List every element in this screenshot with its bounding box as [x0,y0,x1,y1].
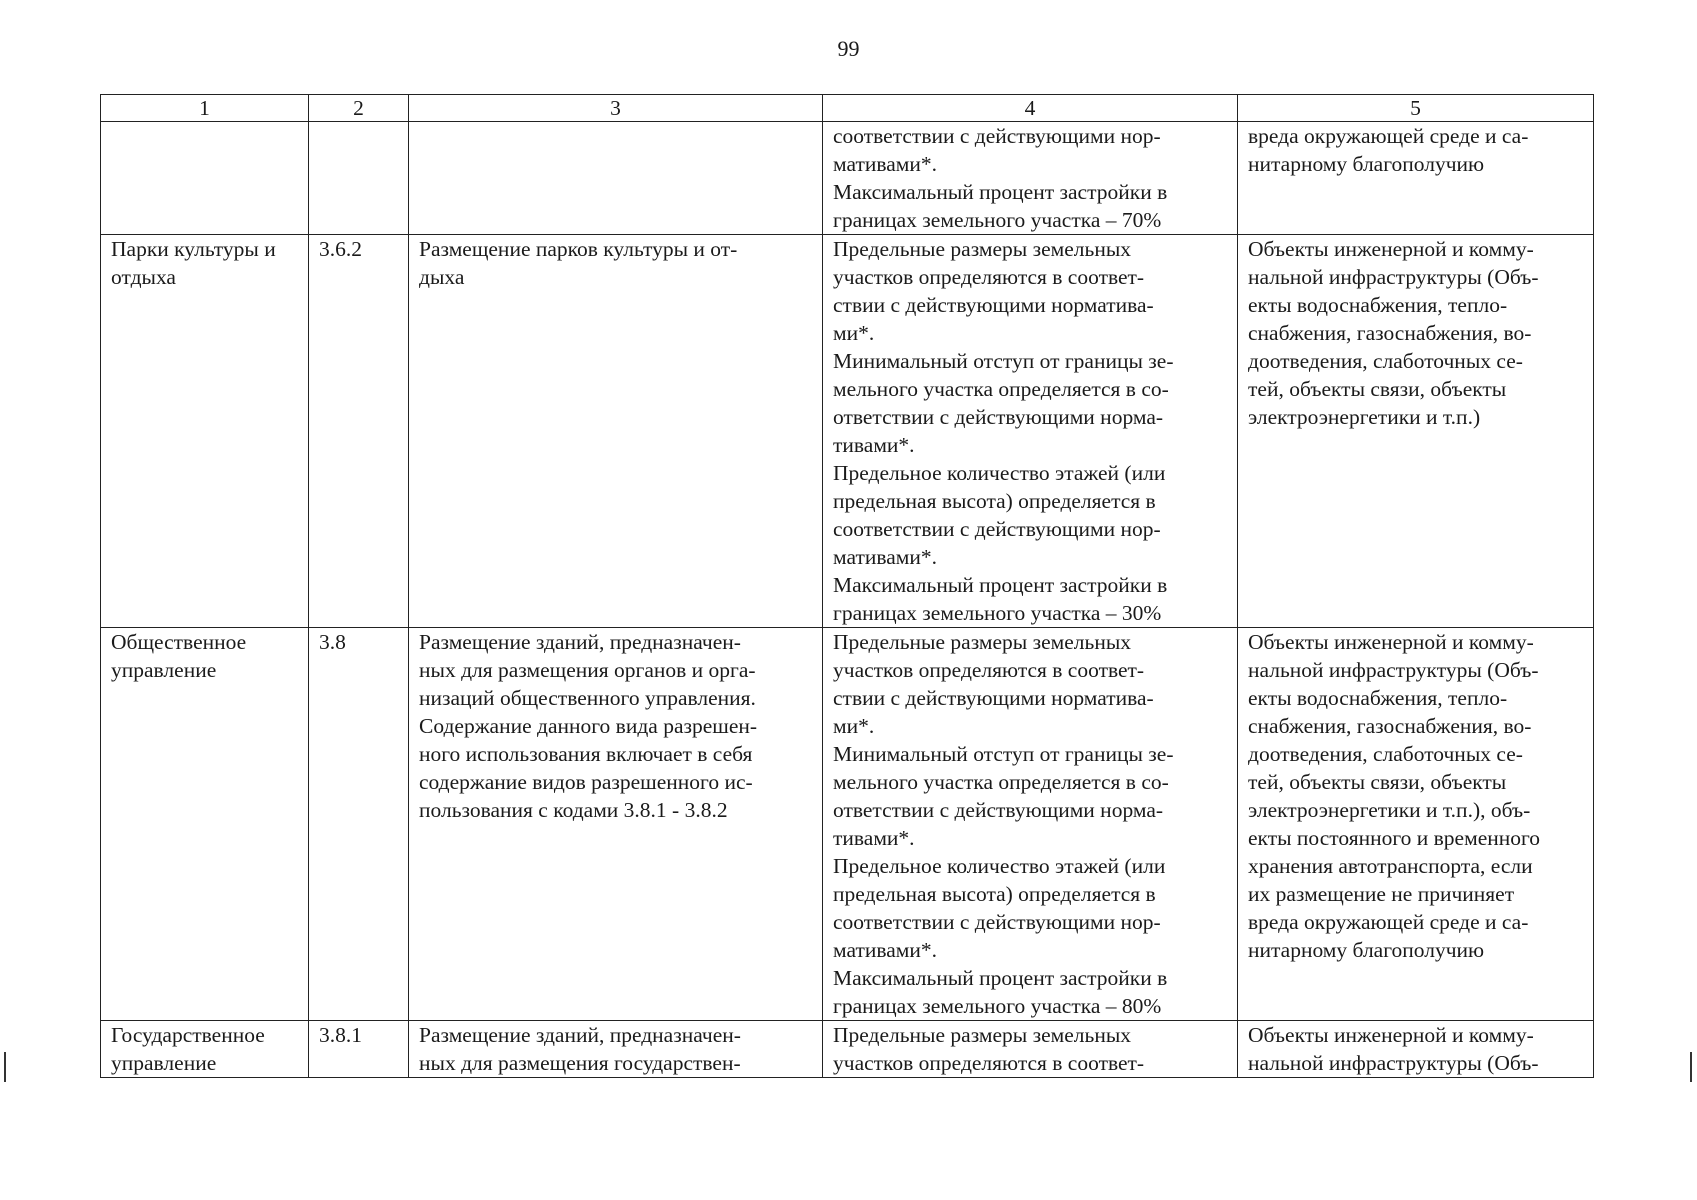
cell-text-line: управление [111,1051,217,1075]
cell-text-line: участков определяются в соответ- [833,658,1145,682]
cell-text-line: мативами*. [833,545,937,569]
header-cell-5: 5 [1238,95,1594,122]
table-cell-description [409,122,823,235]
cell-text-line: Предельное количество этажей (или [833,461,1166,485]
scan-edge-mark-left [4,1052,6,1082]
cell-text-line: вреда окружающей среде и са- [1248,910,1529,934]
cell-text-line: снабжения, газоснабжения, во- [1248,714,1532,738]
cell-text-line: Предельные размеры земельных [833,630,1132,654]
table-row [101,122,1594,235]
cell-text-line: Парки культуры и [111,237,276,261]
cell-text-line: электроэнергетики и т.п.) [1248,405,1481,429]
cell-text-line: Максимальный процент застройки в [833,966,1168,990]
cell-text-line: тей, объекты связи, объекты [1248,770,1507,794]
cell-text-line: Максимальный процент застройки в [833,180,1168,204]
cell-text-line: соответствии с действующими нор- [833,910,1161,934]
cell-text-line: Размещение зданий, предназначен- [419,630,741,654]
cell-text-line: мельного участка определяется в со- [833,377,1169,401]
cell-text-line: ответствии с действующими норма- [833,405,1164,429]
table-cell-land-use-name [101,1021,309,1078]
table-cell-parameters [823,628,1238,1021]
cell-text-line: соответствии с действующими нор- [833,124,1161,148]
cell-text-line: электроэнергетики и т.п.), объ- [1248,798,1531,822]
table-row [101,628,1594,1021]
header-row [101,95,1594,122]
table-cell-parameters [823,1021,1238,1078]
cell-text-line: ствии с действующими норматива- [833,686,1154,710]
header-cell-1: 1 [101,95,309,122]
cell-text-line: вреда окружающей среде и са- [1248,124,1529,148]
cell-text-line: доотведения, слаботочных се- [1248,349,1523,373]
cell-text-line: Минимальный отступ от границы зе- [833,349,1174,373]
cell-text-line: предельная высота) определяется в [833,882,1156,906]
cell-text-line: доотведения, слаботочных се- [1248,742,1523,766]
table-cell-parameters [823,235,1238,628]
table-row [101,235,1594,628]
cell-text-line: 3.8 [319,630,346,654]
cell-text-line: границах земельного участка – 70% [833,208,1162,232]
cell-text-line: ствии с действующими норматива- [833,293,1154,317]
cell-text-line: ответствии с действующими норма- [833,798,1164,822]
cell-text-line: ных для размещения государствен- [419,1051,741,1075]
cell-text-line: ми*. [833,321,875,345]
table-row [101,1021,1594,1078]
cell-text-line: Государственное [111,1023,265,1047]
table-cell-auxiliary-uses [1238,235,1594,628]
header-cell-4: 4 [823,95,1238,122]
cell-text-line: отдыха [111,265,176,289]
cell-text-line: хранения автотранспорта, если [1248,854,1533,878]
cell-text-line: Минимальный отступ от границы зе- [833,742,1174,766]
cell-text-line: екты водоснабжения, тепло- [1248,293,1508,317]
cell-text-line: их размещение не причиняет [1248,882,1515,906]
cell-text-line: участков определяются в соответ- [833,1051,1145,1075]
cell-text-line: низаций общественного управления. [419,686,756,710]
cell-text-line: Максимальный процент застройки в [833,573,1168,597]
table-cell-parameters [823,122,1238,235]
cell-text-line: снабжения, газоснабжения, во- [1248,321,1532,345]
table-cell-code [309,235,409,628]
table-cell-description [409,235,823,628]
cell-text-line: Размещение зданий, предназначен- [419,1023,741,1047]
cell-text-line: содержание видов разрешенного ис- [419,770,753,794]
table-cell-code [309,628,409,1021]
cell-text-line: екты постоянного и временного [1248,826,1541,850]
header-cell-2: 2 [309,95,409,122]
table-cell-land-use-name [101,235,309,628]
cell-text-line: ми*. [833,714,875,738]
cell-text-line: Объекты инженерной и комму- [1248,1023,1534,1047]
cell-text-line: нитарному благополучию [1248,938,1485,962]
cell-text-line: Предельные размеры земельных [833,237,1132,261]
table-cell-code [309,1021,409,1078]
cell-text-line: предельная высота) определяется в [833,489,1156,513]
cell-text-line: Объекты инженерной и комму- [1248,630,1534,654]
cell-text-line: нальной инфраструктуры (Объ- [1248,265,1539,289]
cell-text-line: екты водоснабжения, тепло- [1248,686,1508,710]
cell-text-line: мативами*. [833,938,937,962]
cell-text-line: мельного участка определяется в со- [833,770,1169,794]
cell-text-line: пользования с кодами 3.8.1 - 3.8.2 [419,798,728,822]
cell-text-line: участков определяются в соответ- [833,265,1145,289]
cell-text-line: тивами*. [833,433,915,457]
cell-text-line: Предельное количество этажей (или [833,854,1166,878]
table-cell-description [409,1021,823,1078]
cell-text-line: Содержание данного вида разрешен- [419,714,758,738]
cell-text-line: ного использования включает в себя [419,742,753,766]
cell-text-line: границах земельного участка – 80% [833,994,1162,1018]
cell-text-line: мативами*. [833,152,937,176]
scan-edge-mark-right [1690,1052,1692,1082]
cell-text-line: границах земельного участка – 30% [833,601,1162,625]
cell-text-line: Размещение парков культуры и от- [419,237,738,261]
table-cell-description [409,628,823,1021]
cell-text-line: 3.6.2 [319,237,362,261]
cell-text-line: соответствии с действующими нор- [833,517,1161,541]
table-cell-auxiliary-uses [1238,1021,1594,1078]
cell-text-line: 3.8.1 [319,1023,362,1047]
cell-text-line: Предельные размеры земельных [833,1023,1132,1047]
cell-text-line: ных для размещения органов и орга- [419,658,756,682]
page-number: 99 [837,36,860,61]
cell-text-line: нальной инфраструктуры (Объ- [1248,658,1539,682]
cell-text-line: нитарному благополучию [1248,152,1485,176]
cell-text-line: управление [111,658,217,682]
table-cell-land-use-name [101,122,309,235]
table-cell-land-use-name [101,628,309,1021]
cell-text-line: Общественное [111,630,247,654]
cell-text-line: Объекты инженерной и комму- [1248,237,1534,261]
table-cell-auxiliary-uses [1238,122,1594,235]
zoning-table [100,94,1594,1078]
cell-text-line: тей, объекты связи, объекты [1248,377,1507,401]
table-cell-auxiliary-uses [1238,628,1594,1021]
cell-text-line: дыха [419,265,465,289]
table-cell-code [309,122,409,235]
cell-text-line: тивами*. [833,826,915,850]
header-cell-3: 3 [409,95,823,122]
cell-text-line: нальной инфраструктуры (Объ- [1248,1051,1539,1075]
